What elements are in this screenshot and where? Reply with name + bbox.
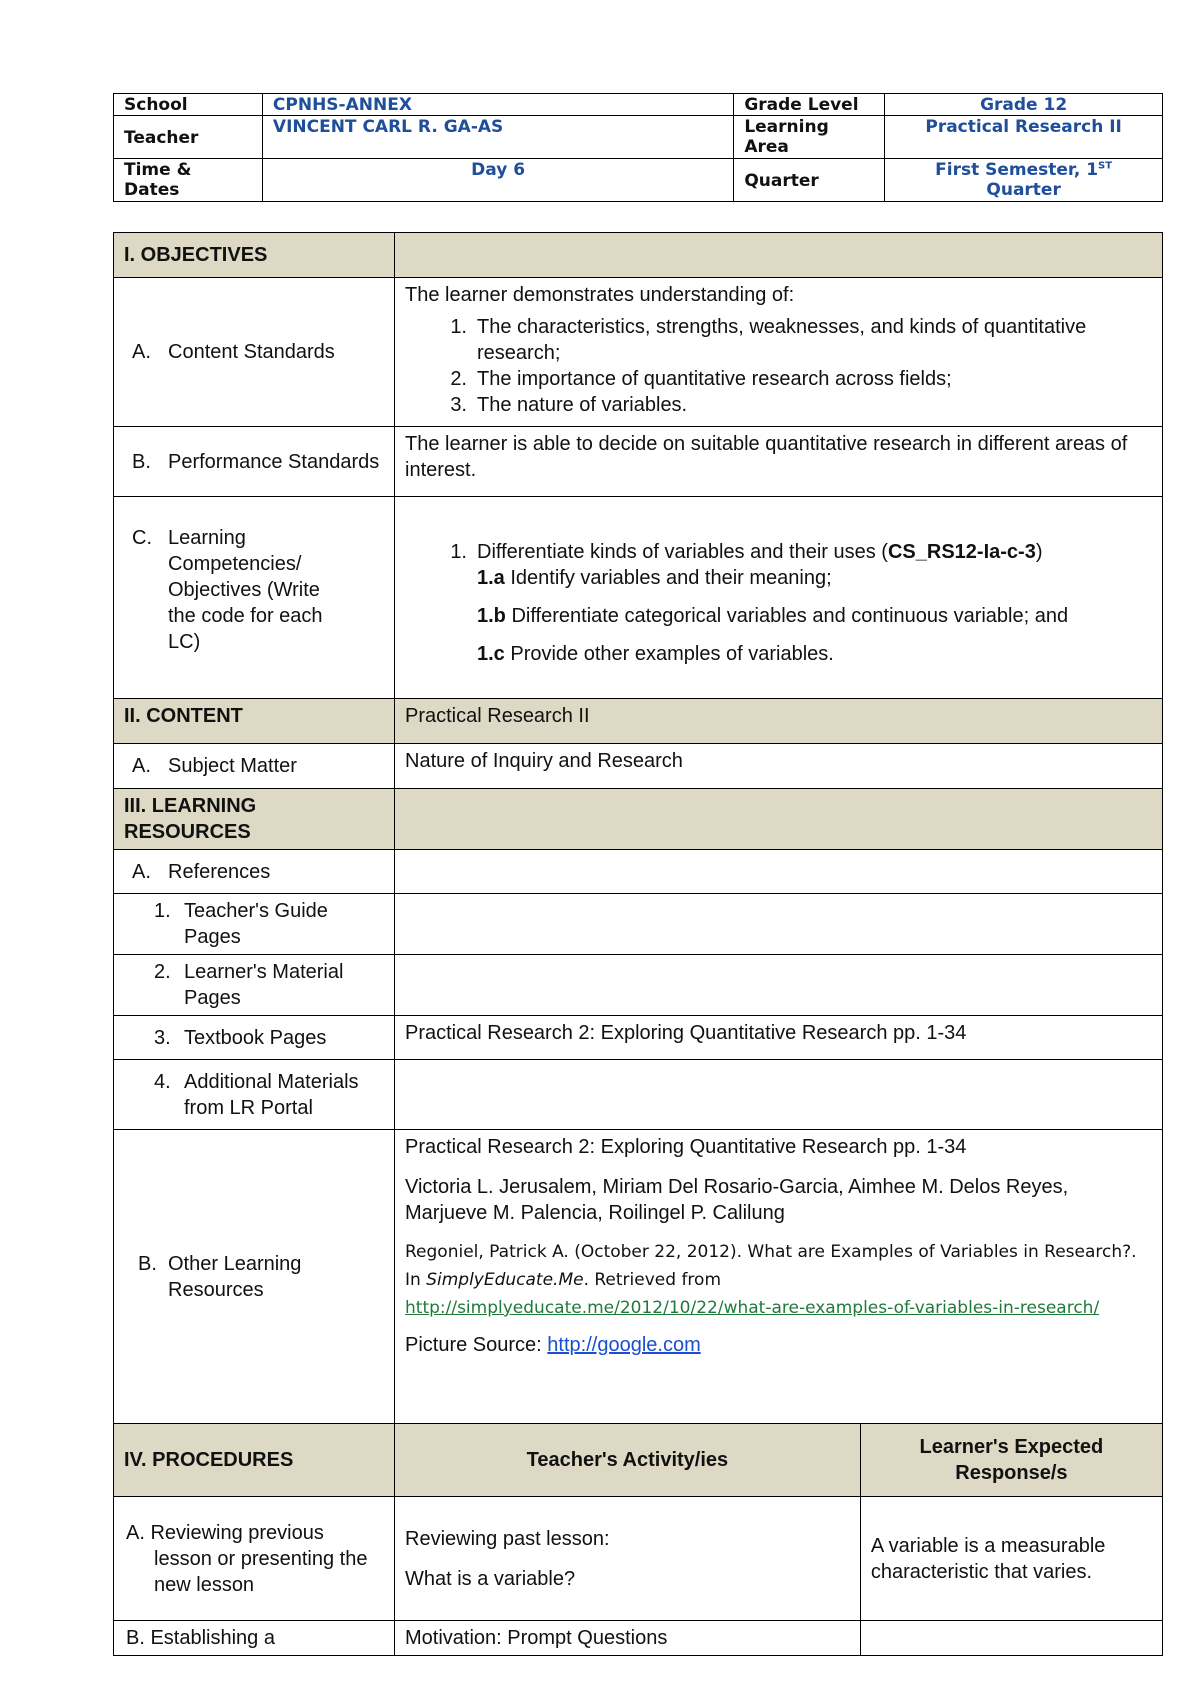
references-label: A. References [114,850,395,894]
teacher-activity-header: Teacher's Activity/ies [395,1424,861,1497]
quarter-label: Quarter [734,159,885,202]
additional-materials-label: 4. Additional Materials from LR Portal [114,1060,395,1130]
citation-link[interactable]: http://simplyeducate.me/2012/10/22/what-are-examples-of-variables-in-research/ [405,1298,1100,1318]
objective-1c: 1.c Provide other examples of variables. [477,643,834,665]
objective-1b: 1.b Differentiate categorical variables and continuous variable; and [477,605,1069,627]
procedure-a-label: A. Reviewing previous lesson or presenting the new lesson [114,1497,395,1621]
content-standards-value: The learner demonstrates understanding of: 1. The characteristics, strengths, weaknesses, and kinds of quantitative research; 2. The importance of quantitative research across fields; 3. The nature of variables. [395,278,1163,427]
area-value: Practical Research II [885,116,1163,159]
content-standards-label: A. Content Standards [114,278,395,427]
grade-value: Grade 12 [885,94,1163,116]
resources-heading-blank [395,789,1163,850]
list-item: 1. The characteristics, strengths, weaknesses, and kinds of quantitative research; [450,316,1087,364]
performance-standards-label: B. Performance Standards [114,427,395,497]
procedures-heading: IV. PROCEDURES [114,1424,395,1497]
teachers-guide-value [395,894,1163,955]
resources-heading: III. LEARNING RESOURCES [114,789,395,850]
procedure-b-learner [860,1621,1162,1656]
objective-1a: 1.a Identify variables and their meaning; [477,567,832,589]
other-resources-label: B. Other Learning Resources [114,1130,395,1424]
content-value: Practical Research II [395,699,1163,744]
other-resources-value: Practical Research 2: Exploring Quantitative Research pp. 1-34 Victoria L. Jerusalem, Miriam Del Rosario-Garcia, Aimhee M. Delos Reyes, Marjueve M. Palencia, Roilingel P. Calilung Regoniel, Patrick A. (October 22, 2012). What are Examples of Variables in Research?. In SimplyEducate.Me. Retrieved from http://simplyeducate.me/2012/10/22/what-are-examples-of-variables-in-research/ Picture Source: http://google.com [395,1130,1163,1424]
textbook-label: 3. Textbook Pages [114,1016,395,1060]
objectives-heading: I. OBJECTIVES [114,233,395,278]
time-value: Day 6 [262,159,733,202]
objectives-heading-blank [395,233,1163,278]
picture-source-link[interactable]: http://google.com [547,1334,701,1356]
procedure-a-learner: A variable is a measurable characteristic that varies. [860,1497,1162,1621]
learner-response-header: Learner's Expected Response/s [860,1424,1162,1497]
procedure-a-teacher: Reviewing past lesson: What is a variable? [395,1497,861,1621]
header-table [113,93,1163,202]
performance-standards-value: The learner is able to decide on suitable quantitative research in different areas of interest. [395,427,1163,497]
school-value: CPNHS-ANNEX [262,94,733,116]
teachers-guide-label: 1. Teacher's Guide Pages [114,894,395,955]
subject-matter-value: Nature of Inquiry and Research [395,744,1163,789]
quarter-value: First Semester, 1ST Quarter [885,159,1163,202]
references-value [395,850,1163,894]
list-item: 2. The importance of quantitative research across fields; [450,368,952,390]
area-label: Learning Area [734,116,885,159]
school-label: School [114,94,263,116]
teacher-label: Teacher [114,116,263,159]
procedure-b-label: B. Establishing a [114,1621,395,1656]
time-label: Time & Dates [114,159,263,202]
additional-materials-value [395,1060,1163,1130]
competencies-value: 1. Differentiate kinds of variables and their uses (CS_RS12-Ia-c-3) 1.a Identify variables and their meaning; 1.b Differentiate categorical variables and continuous variable; and 1.c Provide other examples of variables. [395,497,1163,699]
grade-label: Grade Level [734,94,885,116]
teacher-value: VINCENT CARL R. GA-AS [262,116,733,159]
textbook-value: Practical Research 2: Exploring Quantitative Research pp. 1-34 [395,1016,1163,1060]
content-standards-list [405,314,1152,418]
subject-matter-label: A. Subject Matter [114,744,395,789]
learners-material-value [395,955,1163,1016]
lesson-plan-table [113,232,1163,1656]
list-item: 3. The nature of variables. [450,394,688,416]
competencies-label: C. Learning Competencies/ Objectives (Write the code for each LC) [114,497,395,699]
citation: Regoniel, Patrick A. (October 22, 2012). What are Examples of Variables in Research?. In SimplyEducate.Me. Retrieved from http://simplyeducate.me/2012/10/22/what-are-examples-of-variables-in-research/ [405,1242,1137,1318]
content-heading: II. CONTENT [114,699,395,744]
procedure-b-teacher: Motivation: Prompt Questions [395,1621,861,1656]
learners-material-label: 2. Learner's Material Pages [114,955,395,1016]
